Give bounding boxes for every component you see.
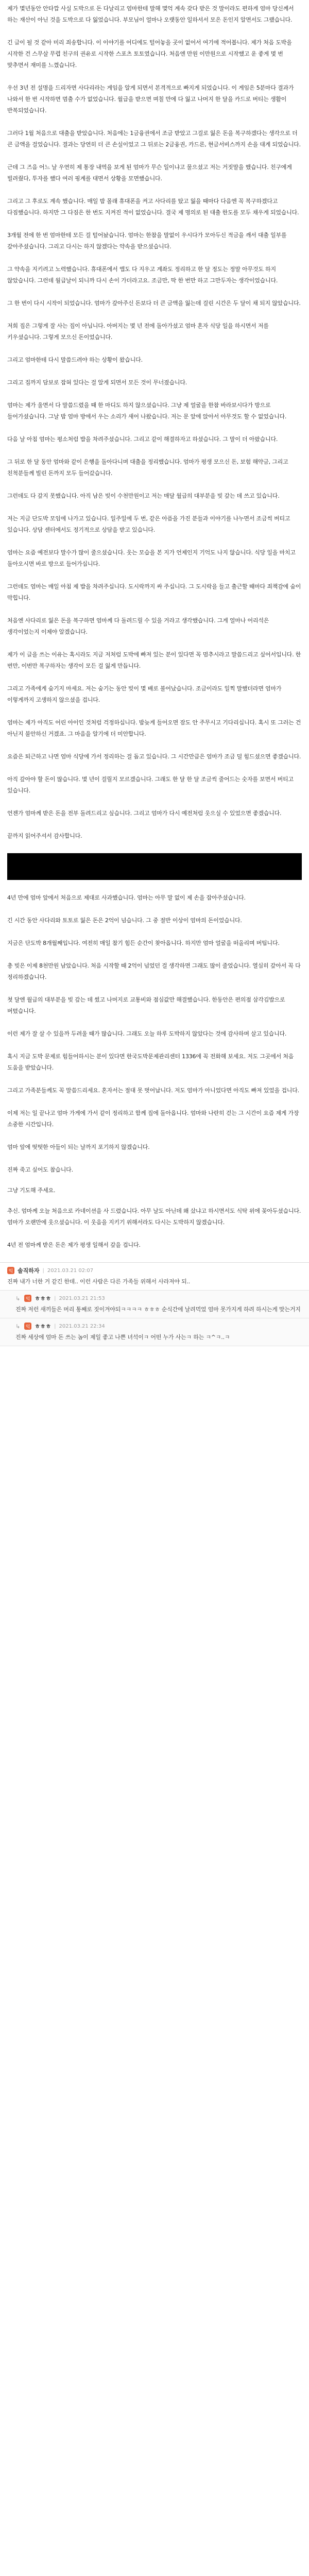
comment-item (0, 1263, 309, 1291)
comment-text: 진짜 내가 너한 거 같긴 한데.. 이런 사람은 다른 가족들 위해서 사라져야 되.. (7, 1278, 191, 1285)
post-paragraph: 그리고 엄마한테 다시 말씀드려야 하는 상황이 왔습니다. (7, 357, 143, 363)
post-paragraph: 우선 3년 전 설명을 드리자면 사다리라는 게임을 알게 되면서 본격적으로 빠지게 되었습니다. 이 게임은 5분마다 결과가 나와서 한 번 시작하면 멈출 수가 없었습니다. 월급을 받으면 며칠 만에 다 잃고 나머지 한 달을 카드로 버티는 생활이 반복되었습니다. (7, 84, 294, 114)
post-paragraph: 제가 이 글을 쓰는 이유는 혹시라도 지금 저처럼 도박에 빠져 있는 분이 있다면 꼭 멈추시라고 말씀드리고 싶어서입니다. 한 번만, 이번만 복구하자는 생각이 모든 걸 잃게 만듭니다. (7, 651, 301, 669)
post-paragraph: 저는 지금 단도박 모임에 나가고 있습니다. 일주일에 두 번, 같은 아픔을 가진 분들과 이야기를 나누면서 조금씩 버티고 있습니다. 상담 센터에서도 정기적으로 상담을 받고 있습니다. (7, 515, 290, 533)
reply-arrow-icon: ↳ (15, 1323, 21, 1330)
post-paragraph: 그런데도 다 갚지 못했습니다. 아직 남은 빚이 수천만원이고 저는 매달 월급의 대부분을 빚 갚는 데 쓰고 있습니다. (7, 493, 280, 499)
post-paragraph: 이제 저는 일 끝나고 엄마 가게에 가서 같이 정리하고 함께 집에 돌아옵니다. 엄마와 나란히 걷는 그 시간이 요즘 제게 가장 소중한 시간입니다. (7, 1110, 299, 1128)
post-paragraph: 그리고 그 후로도 계속 했습니다. 매일 밤 몰래 휴대폰을 켜고 사다리를 탔고 잃을 때마다 다음엔 꼭 복구하겠다고 다짐했습니다. 하지만 그 다짐은 한 번도 지켜진 적이 없었습니다. 결국 제 명의로 된 대출 한도를 모두 채우게 되었습니다. (7, 198, 299, 216)
post-paragraph: 그냥 기도해 주세요. (7, 1187, 56, 1194)
comment-date: 2021.03.21 21:53 (59, 1295, 105, 1301)
post-paragraph: 진짜 죽고 싶어도 참습니다. (7, 1166, 73, 1173)
post-paragraph: 그리고 가족분들께도 꼭 말씀드리세요. 혼자서는 절대 못 벗어납니다. 저도 엄마가 아니었다면 아직도 빠져 있었을 겁니다. (7, 1087, 299, 1094)
comment-header (7, 1266, 302, 1275)
separator-icon: | (54, 1323, 56, 1329)
post-paragraph: 그러다 1월 처음으로 대출을 받았습니다. 처음에는 1금융권에서 조금 받았고 그걸로 잃은 돈을 복구하겠다는 생각으로 더 큰 금액을 걸었습니다. 결과는 당연히 더 큰 손실이었고 그 뒤로는 2금융권, 카드론, 현금서비스까지 손을 대게 되었습니다. (7, 130, 301, 148)
post-paragraph: 첫 달엔 월급의 대부분을 빚 갚는 데 썼고 나머지로 교통비와 점심값만 해결했습니다. 한동안은 편의점 삼각김밥으로 버텼습니다. (7, 996, 285, 1014)
post-paragraph: 그 한 번이 다시 시작이 되었습니다. 엄마가 갚아주신 돈보다 더 큰 금액을 잃는데 걸린 시간은 두 달이 채 되지 않았습니다. (7, 300, 301, 307)
separator-icon: | (42, 1267, 44, 1274)
post-paragraph: 혹시 지금 도박 문제로 힘들어하시는 분이 있다면 한국도박문제관리센터 1336에 꼭 전화해 보세요. 저도 그곳에서 처음 도움을 받았습니다. (7, 1053, 294, 1071)
post-paragraph: 엄마 앞에 떳떳한 아들이 되는 날까지 포기하지 않겠습니다. (7, 1144, 150, 1150)
comment-reply (0, 1291, 309, 1318)
post-paragraph: 그 뒤로 한 달 동안 엄마와 같이 은행을 돌아다니며 대출을 정리했습니다. 엄마가 평생 모으신 돈, 보험 해약금, 그리고 친척분들께 빌린 돈까지 모두 들어갔습니다. (7, 459, 288, 477)
post-paragraph: 그리고 가족에게 숨기지 마세요. 저는 숨기는 동안 빚이 몇 배로 불어났습니다. 조금이라도 일찍 말했더라면 엄마가 이렇게까지 고생하지 않으셨을 겁니다. (7, 685, 282, 703)
avatar: 익 (24, 1295, 31, 1302)
reply-arrow-icon: ↳ (15, 1295, 21, 1302)
post-paragraph: 그리고 집까지 담보로 잡혀 있다는 걸 알게 되면서 모든 것이 무너졌습니다. (7, 379, 187, 386)
comment-text: 진짜 세상에 엄마 돈 쓰는 놈이 제일 좋고 나쁜 녀석이ㅋ 어떤 누가 사는ㅋ 하는 ㅋ^ㅋ..ㅋ (15, 1334, 230, 1341)
post-paragraph: 엄마는 제가 울면서 다 말씀드렸을 때 한 마디도 하지 않으셨습니다. 그냥 제 얼굴을 한참 바라보시다가 방으로 들어가셨습니다. 그날 밤 엄마 방에서 우는 소리가 새어 나왔습니다. 저는 문 앞에 앉아서 아무것도 할 수 없었습니다. (7, 402, 287, 420)
post-paragraph: 끝까지 읽어주셔서 감사합니다. (7, 833, 82, 839)
post-paragraph: 저희 집은 그렇게 잘 사는 집이 아닙니다. 아버지는 몇 년 전에 돌아가셨고 엄마 혼자 식당 일을 하시면서 저를 키우셨습니다. 그렇게 모으신 돈이었습니다. (7, 323, 269, 341)
separator-icon: | (54, 1295, 56, 1301)
post-paragraph: 긴 글이 될 것 같아 미리 죄송합니다. 이 이야기를 어디에도 털어놓을 곳이 없어서 여기에 적어봅니다. 제가 처음 도박을 시작한 건 스무살 무렵 친구의 권유로 시작한 스포츠 토토였습니다. 처음엔 만원 이만원으로 시작했고 운 좋게 몇 번 맞추면서 재미를 느꼈습니다. (7, 39, 292, 69)
post-paragraph: 4년 만에 엄마 앞에서 처음으로 제대로 사과했습니다. 엄마는 아무 말 없이 제 손을 잡아주셨습니다. (7, 894, 246, 901)
post-paragraph: 긴 시간 동안 사다리와 토토로 잃은 돈은 2억이 넘습니다. 그 중 절반 이상이 엄마의 돈이었습니다. (7, 917, 242, 924)
post-paragraph: 제가 몇년동안 안타깝 사실 도박으로 돈 다날리고 엄마한테 말해 몇억 계속 갖다 받은 것 말이라도 편하게 엄마 당신께서 하는 재산이 아닌 것을 도박으로 다 잃었습니다. 부모님이 얼마나 오랫동안 일하셔서 모은 돈인지 알면서도 그랬습니다. (7, 5, 294, 23)
post-paragraph: 4년 전 엄마께 받은 돈은 제가 평생 일해서 갚을 겁니다. (7, 1242, 141, 1248)
avatar: 익 (7, 1267, 14, 1274)
comment-text: 진짜 저런 새끼들은 머리 통째로 짓이겨야되ㅋㅋㅋㅋ ㅎㅎㅎ 순식간에 날려먹었 엄마 못가지게 하려 하시는게 맞는거지 (15, 1306, 301, 1313)
post-paragraph: 총 빚은 이제 8천만원 남았습니다. 처음 시작할 때 2억이 넘었던 걸 생각하면 그래도 많이 줄었습니다. 열심히 갚아서 꼭 다 정리하겠습니다. (7, 962, 301, 980)
comment-list (0, 1262, 309, 1346)
comment-date: 2021.03.21 02:07 (47, 1267, 94, 1274)
comment-header (15, 1294, 302, 1302)
post-body (0, 0, 309, 1251)
post-paragraph: 다음 날 아침 엄마는 평소처럼 밥을 차려주셨습니다. 그리고 같이 해결하자고 하셨습니다. 그 말이 더 아팠습니다. (7, 436, 278, 443)
post-paragraph: 엄마는 요즘 예전보다 말수가 많이 줄으셨습니다. 웃는 모습을 본 지가 언제인지 기억도 나지 않습니다. 식당 일을 마치고 돌아오시면 바로 방으로 들어가십니다. (7, 549, 296, 567)
post-paragraph: 그런데도 엄마는 매일 아침 제 밥을 차려주십니다. 도시락까지 싸 주십니다. 그 도시락을 들고 출근할 때마다 죄책감에 숨이 막힙니다. (7, 583, 301, 601)
post-paragraph: 요즘은 퇴근하고 나면 엄마 식당에 가서 정리하는 걸 돕고 있습니다. 그 시간만큼은 엄마가 조금 덜 힘드셨으면 좋겠습니다. (7, 753, 301, 760)
comment-author[interactable]: ㅎㅎㅎ (35, 1295, 52, 1302)
post-paragraph: 언젠가 엄마께 받은 돈을 전부 돌려드리고 싶습니다. 그리고 엄마가 다시 예전처럼 웃으실 수 있었으면 좋겠습니다. (7, 810, 282, 817)
post-paragraph: 그 약속을 지키려고 노력했습니다. 휴대폰에서 앱도 다 지우고 계좌도 정리하고 한 달 정도는 정말 아무것도 하지 않았습니다. 그런데 월급날이 되니까 다시 손이 가더라고요. 조금만, 딱 한 번만 하고 그만두자는 생각이었습니다. (7, 266, 278, 284)
comment-header (15, 1322, 302, 1330)
comment-date: 2021.03.21 22:34 (59, 1323, 105, 1329)
avatar: 익 (24, 1323, 31, 1330)
comment-author[interactable]: ㅎㅎㅎ (35, 1323, 52, 1330)
comment-reply (0, 1318, 309, 1346)
post-paragraph: 지금은 단도박 8개월째입니다. 여전히 매일 참기 힘든 순간이 찾아옵니다. 하지만 엄마 얼굴을 떠올리며 버팁니다. (7, 940, 280, 946)
post-paragraph: 3개월 전에 한 번 엄마한테 모든 걸 털어놨습니다. 엄마는 한참을 말없이 우시다가 모아두신 적금을 깨서 대출 일부를 갚아주셨습니다. 그리고 다시는 하지 않겠다는 약속을 받으셨습니다. (7, 232, 287, 250)
post-paragraph: 추신. 엄마께 오늘 처음으로 카네이션을 사 드렸습니다. 아무 날도 아닌데 왜 샀냐고 하시면서도 식탁 위에 꽂아두셨습니다. 엄마가 오랜만에 웃으셨습니다. 이 웃음을 지키기 위해서라도 다시는 도박하지 않겠습니다. (7, 1208, 301, 1226)
post-paragraph: 엄마는 제가 아직도 어린 아이인 것처럼 걱정하십니다. 밤늦게 들어오면 잠도 안 주무시고 기다리십니다. 혹시 또 그러는 건 아닌지 불안하신 거겠죠. 그 마음을 알기에 더 미안합니다. (7, 719, 301, 737)
post-paragraph: 처음엔 사다리로 잃은 돈을 복구하면 엄마께 다 돌려드릴 수 있을 거라고 생각했습니다. 그게 얼마나 어리석은 생각이었는지 이제야 알겠습니다. (7, 617, 269, 635)
redacted-block (7, 853, 302, 880)
post-paragraph: 아직 갚아야 할 돈이 많습니다. 몇 년이 걸릴지 모르겠습니다. 그래도 한 달 한 달 조금씩 줄어드는 숫자를 보면서 버티고 있습니다. (7, 776, 294, 794)
comment-author[interactable]: 솔직하자 (18, 1267, 40, 1274)
post-paragraph: 근데 그 즈음 어느 날 우연히 제 통장 내역을 보게 된 엄마가 무슨 일이냐고 물으셨고 저는 거짓말을 했습니다. 친구에게 빌려줬다, 투자를 했다 여러 핑계를 대면서 상황을 모면했습니다. (7, 164, 292, 182)
post-paragraph: 이런 제가 잘 살 수 있을까 두려울 때가 많습니다. 그래도 오늘 하루 도박하지 않았다는 것에 감사하며 살고 있습니다. (7, 1030, 287, 1037)
